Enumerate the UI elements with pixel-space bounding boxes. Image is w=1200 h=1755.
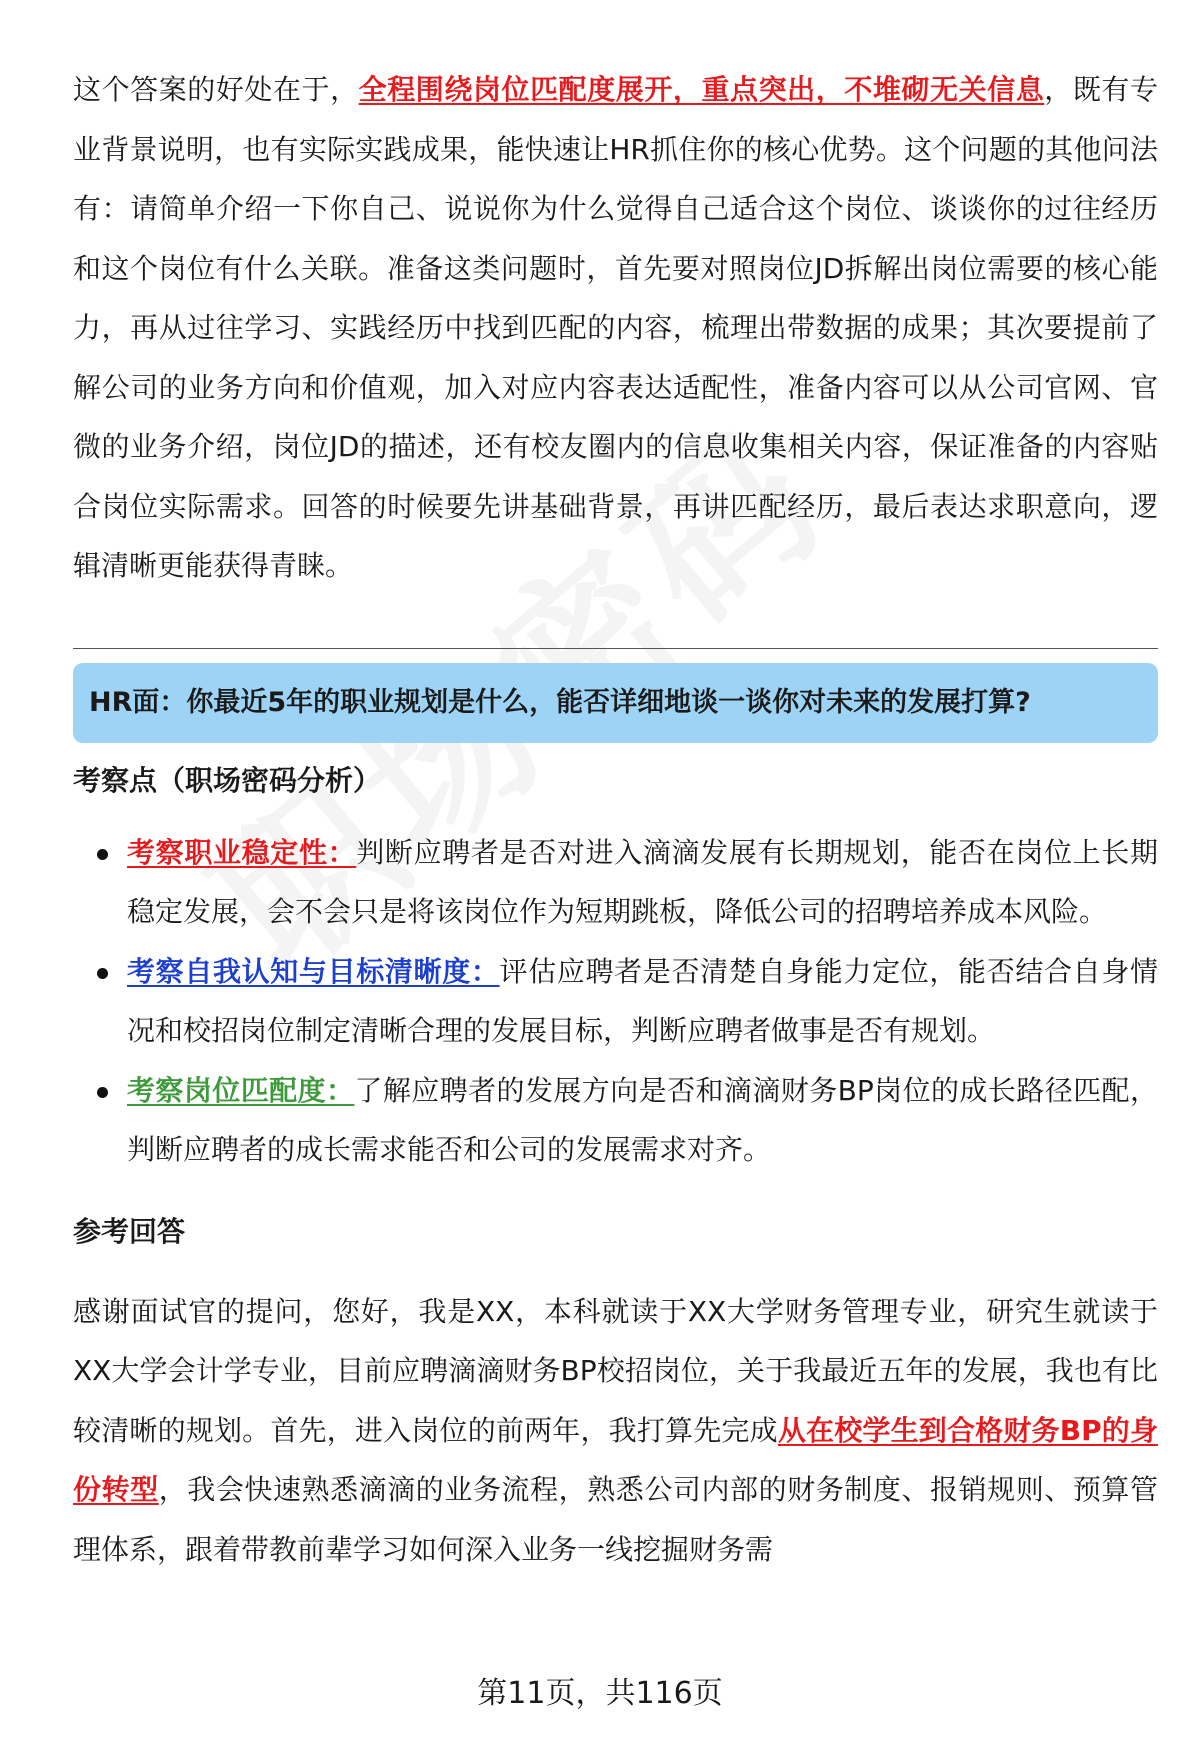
intro-text-pre: 这个答案的好处在于， [73,73,359,106]
point-text: 了解应聘者的发展方向是否和滴滴财务BP岗位的成长路径匹配，判断应聘者的成长需求能否和公司的发展需求对齐。 [127,1073,1158,1166]
analysis-point [73,823,1158,942]
analysis-title: 考察点（职场密码分析） [73,763,382,797]
analysis-points-list [73,823,1158,1180]
question-box: HR面：你最近5年的职业规划是什么，能否详细地谈一谈你对未来的发展打算? [73,663,1158,743]
answer-paragraph [73,1282,1158,1580]
point-text: 判断应聘者是否对进入滴滴发展有长期规划，能否在岗位上长期稳定发展，会不会只是将该岗位作为短期跳板，降低公司的招聘培养成本风险。 [127,835,1158,928]
answer-highlight: 从在校学生到合格财务BP的身份转型 [73,1413,1158,1506]
answer-text-post: ，我会快速熟悉滴滴的业务流程，熟悉公司内部的财务制度、报销规则、预算管理体系，跟着带教前辈学习如何深入业务一线挖掘财务需 [73,1473,1158,1566]
point-text: 评估应聘者是否清楚自身能力定位，能否结合自身情况和校招岗位制定清晰合理的发展目标，判断应聘者做事是否有规划。 [127,954,1158,1047]
bullet-dot-icon [97,1087,108,1098]
intro-highlight: 全程围绕岗位匹配度展开，重点突出，不堆砌无关信息 [358,73,1045,106]
bullet-dot-icon [97,849,108,860]
page-footer: 第11页，共116页 [477,1676,723,1711]
point-label-job-fit: 考察岗位匹配度： [127,1073,355,1107]
reference-answer-title: 参考回答 [73,1214,186,1248]
answer-text-pre: 感谢面试官的提问，您好，我是XX，本科就读于XX大学财务管理专业，研究生就读于XX大学会计学专业，目前应聘滴滴财务BP校招岗位，关于我最近五年的发展，我也有比较清晰的规划。首先，进入岗位的前两年，我打算先完成 [73,1294,1158,1447]
point-label-self-awareness: 考察自我认知与目标清晰度： [127,954,500,988]
intro-paragraph [73,60,1158,596]
bullet-dot-icon [97,968,108,979]
section-divider [73,648,1158,649]
analysis-point [73,1061,1158,1180]
analysis-point [73,942,1158,1061]
point-label-stability: 考察职业稳定性： [127,835,357,869]
document-page [73,60,1158,1579]
intro-text-post: ，既有专业背景说明，也有实际实践成果，能快速让HR抓住你的核心优势。这个问题的其他问法有：请简单介绍一下你自己、说说你为什么觉得自己适合这个岗位、谈谈你的过往经历和这个岗位有什么关联。准备这类问题时，首先要对照岗位JD拆解出岗位需要的核心能力，再从过往学习、实践经历中找到匹配的内容，梳理出带数据的成果；其次要提前了解公司的业务方向和价值观，加入对应内容表达适配性，准备内容可以从公司官网、官微的业务介绍，岗位JD的描述，还有校友圈内的信息收集相关内容，保证准备的内容贴合岗位实际需求。回答的时候要先讲基础背景，再讲匹配经历，最后表达求职意向，逻辑清晰更能获得青睐。 [73,73,1158,582]
